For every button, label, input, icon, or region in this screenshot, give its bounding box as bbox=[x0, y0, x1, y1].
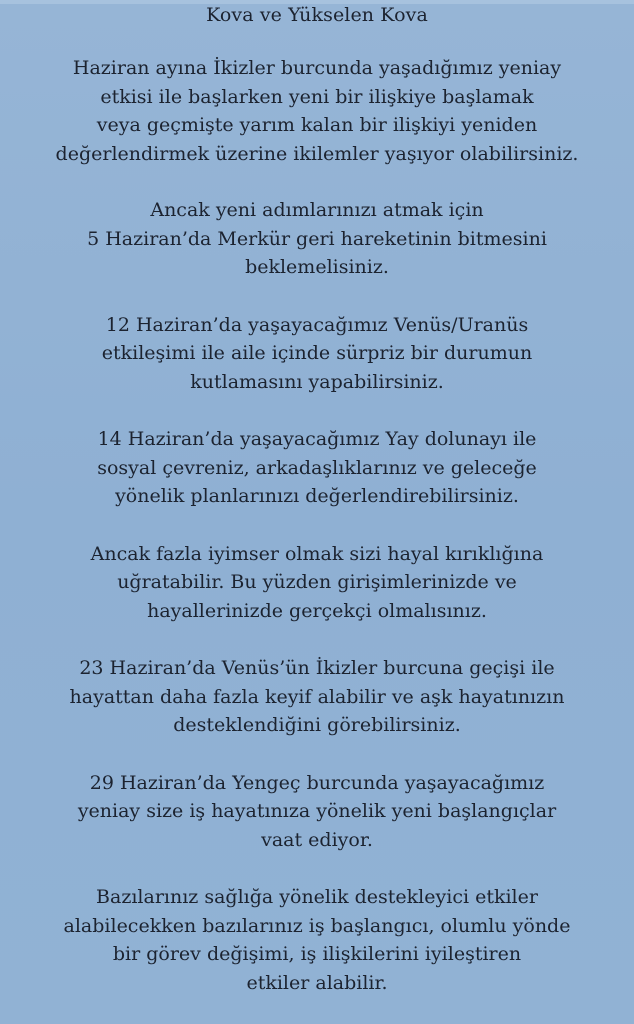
text-line: bir görev değişimi, iş ilişkilerini iyileştiren bbox=[112, 943, 522, 965]
text-line: 5 Haziran’da Merkür geri hareketinin bitmesini bbox=[87, 227, 547, 250]
text-line: değerlendirmek üzerine ikilemler yaşıyor olabilirsiniz. bbox=[55, 142, 579, 165]
paragraph-full-moon-sagittarius bbox=[0, 425, 634, 511]
text-line: Bazılarınız sağlığa yönelik destekleyici etkiler bbox=[96, 886, 538, 908]
text-line: etkisi ile başlarken yeni bir ilişkiye başlamak bbox=[100, 85, 534, 108]
text-line: hayattan daha fazla keyif alabilir ve aşk hayatınızın bbox=[69, 685, 565, 708]
text-line: uğratabilir. Bu yüzden girişimlerinizde ve bbox=[117, 571, 517, 593]
text-line: 14 Haziran’da yaşayacağımız Yay dolunayı ile bbox=[97, 428, 537, 450]
paragraph-realism-warning bbox=[0, 540, 634, 626]
text-line: etkiler alabilir. bbox=[246, 971, 388, 994]
paragraph-health-and-work bbox=[0, 883, 634, 997]
story-title: Kova ve Yükselen Kova bbox=[206, 4, 428, 26]
text-line: Ancak yeni adımlarınızı atmak için bbox=[150, 199, 484, 221]
text-line: yeniay size iş hayatınıza yönelik yeni başlangıçlar bbox=[77, 800, 557, 822]
text-line: kutlamasını yapabilirsiniz. bbox=[190, 370, 444, 393]
text-line: yönelik planlarınızı değerlendirebilirsiniz. bbox=[115, 485, 519, 507]
text-line: vaat ediyor. bbox=[261, 828, 373, 851]
text-line: desteklendiğini görebilirsiniz. bbox=[173, 714, 461, 736]
paragraph-venus-gemini bbox=[0, 654, 634, 740]
text-line: beklemelisiniz. bbox=[245, 256, 389, 278]
text-line: 12 Haziran’da yaşayacağımız Venüs/Uranüs bbox=[105, 313, 529, 336]
text-line: Haziran ayına İkizler burcunda yaşadığımız yeniay bbox=[72, 57, 562, 79]
text-line: veya geçmişte yarım kalan bir ilişkiyi yeniden bbox=[96, 114, 538, 136]
text-line: sosyal çevreniz, arkadaşlıklarınız ve geleceğe bbox=[97, 456, 537, 479]
text-line: etkileşimi ile aile içinde sürpriz bir durumun bbox=[101, 342, 533, 364]
text-line: 23 Haziran’da Venüs’ün İkizler burcuna geçişi ile bbox=[79, 657, 555, 679]
paragraph-new-moon-gemini bbox=[0, 54, 634, 168]
text-line: 29 Haziran’da Yengeç burcunda yaşayacağımız bbox=[89, 771, 545, 794]
paragraph-mercury-retrograde bbox=[0, 196, 634, 282]
text-line: hayallerinizde gerçekçi olmalısınız. bbox=[147, 599, 487, 622]
text-line: alabilecekken bazılarınız iş başlangıcı, olumlu yönde bbox=[63, 914, 571, 937]
paragraph-venus-uranus bbox=[0, 311, 634, 397]
paragraph-new-moon-cancer bbox=[0, 769, 634, 855]
text-line: Ancak fazla iyimser olmak sizi hayal kırıklığına bbox=[90, 542, 544, 565]
